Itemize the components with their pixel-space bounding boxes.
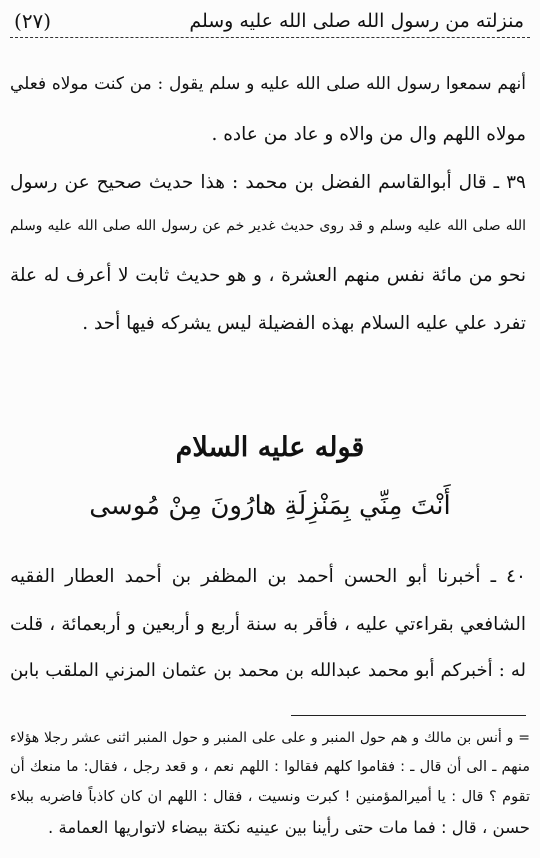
para3-line-2: الشافعي بقراءتي عليه ، فأقر به سنة أربع و أربعين و أربعمائة ، قلت xyxy=(10,614,526,635)
footnote-line-1: = و أنس بن مالك و هم حول المنبر و على على المنبر و حول المنبر اثنى عشر رجلا هؤلاء xyxy=(10,730,530,746)
hadith-quote: أَنْتَ مِنِّي بِمَنْزِلَةِ هارُونَ مِنْ مُوسى xyxy=(89,491,451,521)
para1-line-1: أنهم سمعوا رسول الله صلى الله عليه و سلم يقول : من كنت مولاه فعلي xyxy=(10,74,526,94)
para2-line-1: ٣٩ ـ قال أبوالقاسم الفضل بن محمد : هذا حديث صحيح عن رسول xyxy=(10,172,526,193)
footnote-line-3: تقوم ؟ قال : يا أميرالمؤمنين ! كبرت ونسيت ، فقال : اللهم ان كان كاذباً فاضربه ببلاء xyxy=(10,789,530,805)
para1-line-2: مولاه اللهم وال من والاه و عاد من عاده . xyxy=(211,124,526,145)
para2-line-4: تفرد علي عليه السلام بهذه الفضيلة ليس يشركه فيها أحد . xyxy=(82,313,526,334)
page-header xyxy=(14,6,524,36)
footnote-line-2: منهم ـ الى أن قال ـ : فقاموا كلهم فقالوا : اللهم نعم ، و قعد رجل ، فقال: ما منعك أن xyxy=(10,759,530,775)
running-title: منزلته من رسول الله صلى الله عليه وسلم xyxy=(189,10,524,32)
footnote-line-4: حسن ، قال : فما مات حتى رأينا بين عينيه نكتة بيضاء لاتواريها العمامة . xyxy=(48,818,530,837)
section-heading: قوله عليه السلام xyxy=(175,432,365,463)
footnote-divider xyxy=(291,715,526,716)
para2-line-3: نحو من مائة نفس منهم العشرة ، و هو حديث ثابت لا أعرف له علة xyxy=(10,265,526,286)
para3-line-1: ٤٠ ـ أخبرنا أبو الحسن أحمد بن المظفر بن أحمد العطار الفقيه xyxy=(10,566,526,587)
para2-line-2: الله صلى الله عليه وسلم و قد روى حديث غدير خم عن رسول الله صلى الله عليه وسلم xyxy=(10,218,526,234)
page-number: (٢٧) xyxy=(14,9,52,33)
header-divider xyxy=(10,37,530,38)
para3-line-3: له : أخبركم أبو محمد عبدالله بن محمد بن عثمان المزني الملقب بابن xyxy=(10,660,526,681)
